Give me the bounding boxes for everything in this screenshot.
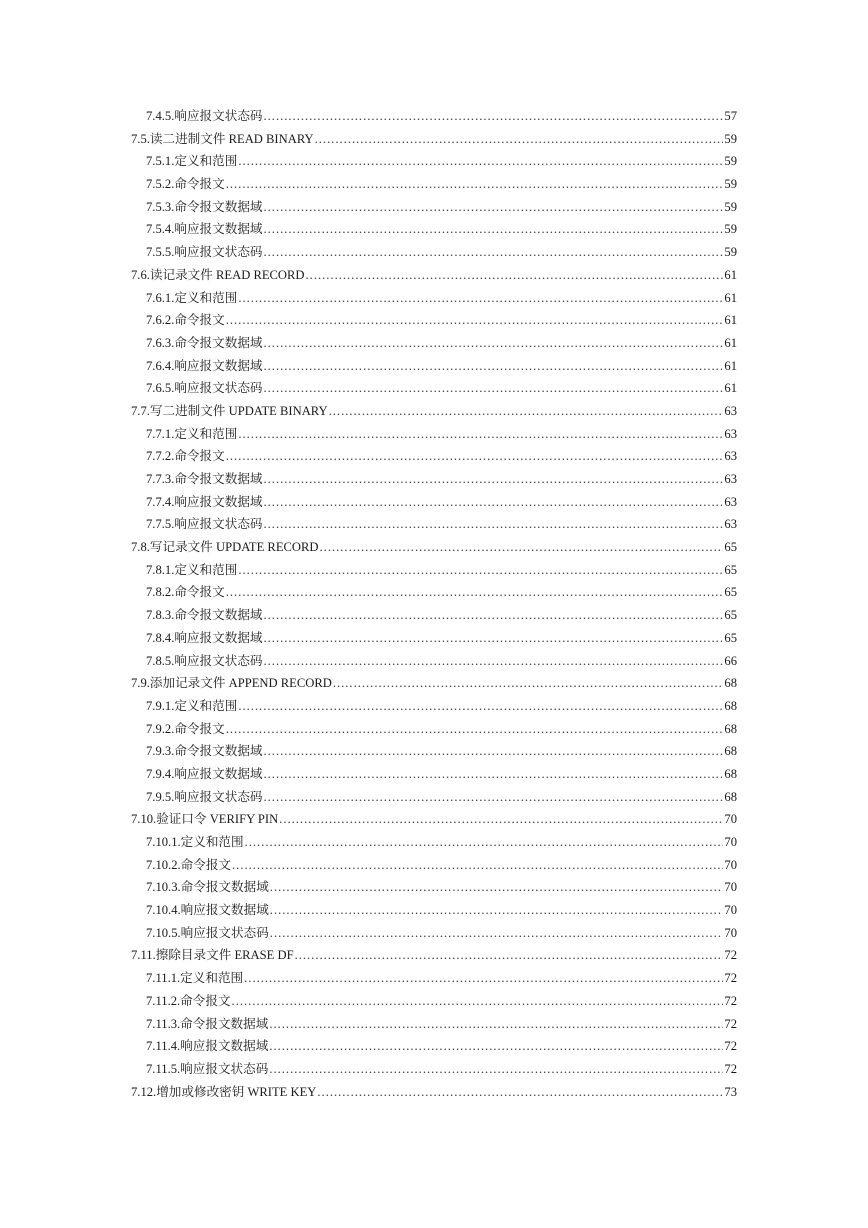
toc-dot-leader — [270, 899, 724, 922]
toc-dot-leader — [244, 967, 723, 990]
toc-dot-leader — [264, 513, 724, 536]
toc-entry-number: 7.5.3. — [146, 199, 175, 214]
toc-entry-title: 响应报文数据域 — [180, 903, 269, 918]
toc-entry-number: 7.11.5. — [146, 1061, 181, 1076]
toc-subsection-entry[interactable] — [0, 423, 737, 446]
toc-entry-number: 7.7.3. — [146, 472, 175, 486]
toc-entry-title: 响应报文状态码 — [174, 653, 263, 668]
toc-page-number: 68 — [724, 744, 737, 759]
toc-page-number: 61 — [724, 381, 737, 396]
toc-entry-title: 命令报文 — [180, 857, 232, 872]
toc-page-number: 57 — [724, 109, 737, 123]
toc-entry-number: 7.8.2. — [146, 585, 175, 600]
toc-dot-leader — [279, 808, 723, 831]
toc-subsection-entry[interactable] — [0, 173, 737, 196]
toc-entry-title: 响应报文状态码 — [174, 109, 263, 123]
toc-page-number: 65 — [724, 630, 737, 645]
toc-entry-title: 响应报文数据域 — [180, 1039, 269, 1054]
toc-subsection-entry[interactable] — [0, 763, 737, 786]
toc-entry-number: 7.7.5. — [146, 517, 175, 532]
toc-dot-leader — [264, 740, 724, 763]
toc-subsection-entry[interactable] — [0, 786, 737, 809]
toc-entry-title: 响应报文状态码 — [180, 925, 269, 940]
toc-entry-number: 7.11.2. — [146, 993, 181, 1008]
toc-subsection-entry[interactable] — [0, 876, 737, 899]
toc-entry-title: 擦除目录文件 ERASE DF — [155, 948, 294, 963]
toc-entry-title: 验证口令 VERIFY PIN — [156, 812, 279, 827]
toc-subsection-entry[interactable] — [0, 377, 737, 400]
toc-entry-title: 命令报文 — [174, 449, 225, 464]
toc-page-number: 68 — [724, 789, 737, 804]
toc-entry-title: 定义和范围 — [174, 426, 238, 441]
toc-dot-leader — [269, 1035, 723, 1058]
toc-subsection-entry[interactable] — [0, 105, 737, 128]
toc-dot-leader — [226, 581, 724, 604]
toc-section-entry[interactable] — [0, 536, 737, 559]
toc-dot-leader — [238, 287, 723, 310]
toc-page-number: 63 — [724, 426, 737, 441]
toc-entry-number: 7.10. — [131, 812, 157, 827]
toc-entry-title: 定义和范围 — [174, 290, 238, 305]
toc-entry-number: 7.11. — [131, 948, 156, 963]
toc-subsection-entry[interactable] — [0, 967, 737, 990]
toc-entry-number: 7.10.5. — [146, 925, 181, 940]
toc-entry-number: 7.11.3. — [146, 1016, 181, 1031]
toc-page-number: 73 — [724, 1084, 737, 1099]
toc-subsection-entry[interactable] — [0, 513, 737, 536]
toc-page-number: 61 — [724, 358, 737, 373]
toc-page-number: 63 — [724, 403, 737, 418]
toc-entry-title: 添加记录文件 APPEND RECORD — [149, 676, 332, 691]
toc-page-number: 59 — [724, 222, 737, 237]
toc-page-number: 72 — [724, 971, 737, 986]
toc-dot-leader — [264, 763, 724, 786]
toc-dot-leader — [232, 990, 724, 1013]
toc-entry-number: 7.10.1. — [146, 835, 181, 849]
toc-entry-title: 读二进制文件 READ BINARY — [149, 131, 314, 146]
toc-entry-title: 响应报文数据域 — [174, 766, 263, 781]
toc-page-number: 68 — [724, 676, 737, 691]
toc-entry-title: 命令报文数据域 — [174, 472, 263, 486]
toc-entry-title: 定义和范围 — [174, 154, 238, 169]
toc-entry-number: 7.5.4. — [146, 222, 175, 237]
toc-subsection-entry[interactable] — [0, 559, 737, 582]
toc-entry-number: 7.8.3. — [146, 608, 175, 623]
toc-page-number: 63 — [724, 472, 737, 486]
toc-entry-title: 命令报文数据域 — [174, 608, 263, 623]
toc-entry-number: 7.6. — [131, 267, 150, 282]
toc-entry-number: 7.5.5. — [146, 245, 175, 260]
toc-dot-leader — [245, 831, 724, 854]
toc-entry-number: 7.7.4. — [146, 494, 175, 509]
toc-dot-leader — [264, 786, 724, 809]
toc-dot-leader — [264, 355, 724, 378]
toc-subsection-entry[interactable] — [0, 695, 737, 718]
toc-entry-title: 命令报文 — [174, 721, 225, 736]
toc-dot-leader — [264, 196, 724, 219]
toc-entry-title: 响应报文状态码 — [174, 517, 263, 532]
toc-entry-number: 7.11.4. — [146, 1039, 181, 1054]
toc-page-number: 63 — [724, 517, 737, 532]
toc-entry-title: 命令报文数据域 — [174, 199, 263, 214]
toc-subsection-entry[interactable] — [0, 491, 737, 514]
toc-entry-number: 7.6.4. — [146, 358, 175, 373]
toc-entry-number: 7.7. — [131, 403, 150, 418]
toc-entry-number: 7.8.5. — [146, 653, 175, 668]
toc-dot-leader — [269, 1013, 723, 1036]
toc-page-number: 70 — [724, 880, 737, 895]
toc-entry-title: 写记录文件 UPDATE RECORD — [149, 540, 319, 555]
toc-page-number: 59 — [724, 199, 737, 214]
toc-entry-number: 7.9.2. — [146, 721, 175, 736]
toc-page-number: 72 — [724, 1061, 737, 1076]
toc-subsection-entry[interactable] — [0, 854, 737, 877]
toc-section-entry[interactable] — [0, 1081, 737, 1104]
toc-dot-leader — [333, 672, 724, 695]
toc-dot-leader — [264, 491, 724, 514]
toc-entry-number: 7.10.2. — [146, 857, 181, 872]
toc-subsection-entry[interactable] — [0, 218, 737, 241]
toc-subsection-entry[interactable] — [0, 332, 737, 355]
toc-dot-leader — [264, 627, 724, 650]
toc-dot-leader — [317, 1081, 723, 1104]
toc-dot-leader — [238, 695, 723, 718]
toc-entry-number: 7.9.5. — [146, 789, 175, 804]
toc-entry-number: 7.8.1. — [146, 562, 175, 577]
toc-dot-leader — [226, 309, 724, 332]
toc-entry-title: 定义和范围 — [174, 562, 238, 577]
toc-subsection-entry[interactable] — [0, 196, 737, 219]
toc-page-number: 61 — [724, 290, 737, 305]
toc-entry-number: 7.6.3. — [146, 335, 175, 350]
toc-page-number: 70 — [724, 812, 737, 827]
toc-section-entry[interactable] — [0, 672, 737, 695]
toc-subsection-entry[interactable] — [0, 990, 737, 1013]
toc-subsection-entry[interactable] — [0, 309, 737, 332]
toc-entry-number: 7.12. — [131, 1084, 157, 1099]
toc-entry-title: 定义和范围 — [180, 835, 244, 849]
toc-entry-number: 7.4.5. — [146, 109, 175, 123]
toc-entry-number: 7.9.3. — [146, 744, 175, 759]
toc-subsection-entry[interactable] — [0, 718, 737, 741]
toc-entry-title: 命令报文 — [180, 993, 231, 1008]
toc-entry-number: 7.9.4. — [146, 766, 175, 781]
toc-dot-leader — [270, 876, 724, 899]
toc-entry-title: 定义和范围 — [180, 971, 244, 986]
toc-entry-title: 命令报文 — [174, 177, 225, 192]
toc-page-number: 72 — [724, 948, 737, 963]
toc-page-number: 59 — [724, 131, 737, 146]
toc-entry-number: 7.11.1. — [146, 971, 181, 986]
toc-entry-title: 响应报文数据域 — [174, 222, 263, 237]
toc-page-number: 61 — [724, 313, 737, 328]
toc-subsection-entry[interactable] — [0, 899, 737, 922]
toc-entry-title: 增加或修改密钥 WRITE KEY — [156, 1084, 317, 1099]
toc-page-number: 72 — [724, 993, 737, 1008]
toc-entry-number: 7.8.4. — [146, 630, 175, 645]
toc-dot-leader — [329, 400, 724, 423]
toc-dot-leader — [232, 854, 723, 877]
toc-entry-title: 响应报文数据域 — [174, 358, 263, 373]
toc-dot-leader — [264, 468, 724, 491]
toc-dot-leader — [264, 241, 724, 264]
toc-entry-title: 响应报文状态码 — [174, 381, 263, 396]
toc-subsection-entry[interactable] — [0, 468, 737, 491]
toc-dot-leader — [226, 445, 724, 468]
toc-entry-number: 7.10.4. — [146, 903, 181, 918]
toc-dot-leader — [295, 944, 724, 967]
toc-dot-leader — [306, 264, 724, 287]
toc-dot-leader — [320, 536, 724, 559]
toc-dot-leader — [264, 604, 724, 627]
toc-page-number: 65 — [724, 585, 737, 600]
toc-subsection-entry[interactable] — [0, 581, 737, 604]
toc-entry-number: 7.7.1. — [146, 426, 175, 441]
toc-dot-leader — [226, 173, 724, 196]
toc-dot-leader — [264, 650, 724, 673]
toc-entry-number: 7.10.3. — [146, 880, 181, 895]
toc-entry-number: 7.5.1. — [146, 154, 175, 169]
toc-entry-title: 命令报文数据域 — [180, 880, 269, 895]
toc-page-number: 70 — [724, 903, 737, 918]
toc-section-entry[interactable] — [0, 128, 737, 151]
toc-page-number: 68 — [724, 698, 737, 713]
toc-entry-number: 7.9.1. — [146, 698, 175, 713]
toc-subsection-entry[interactable] — [0, 445, 737, 468]
toc-page-number: 72 — [724, 1016, 737, 1031]
toc-dot-leader — [264, 377, 724, 400]
toc-entry-title: 读记录文件 READ RECORD — [149, 267, 305, 282]
toc-entry-title: 写二进制文件 UPDATE BINARY — [149, 403, 328, 418]
toc-entry-title: 响应报文数据域 — [174, 494, 263, 509]
toc-page-number: 68 — [724, 766, 737, 781]
toc-subsection-entry[interactable] — [0, 604, 737, 627]
toc-section-entry[interactable] — [0, 808, 737, 831]
toc-page-number: 65 — [724, 562, 737, 577]
toc-subsection-entry[interactable] — [0, 922, 737, 945]
toc-entry-number: 7.8. — [131, 540, 150, 555]
toc-entry-title: 响应报文数据域 — [174, 630, 263, 645]
toc-entry-number: 7.7.2. — [146, 449, 175, 464]
toc-entry-title: 响应报文状态码 — [174, 245, 263, 260]
toc-entry-title: 命令报文数据域 — [180, 1016, 269, 1031]
toc-page-number: 59 — [724, 154, 737, 169]
toc-subsection-entry[interactable] — [0, 627, 737, 650]
toc-subsection-entry[interactable] — [0, 740, 737, 763]
toc-entry-title: 响应报文状态码 — [174, 789, 263, 804]
toc-page-number: 68 — [724, 721, 737, 736]
toc-page-number: 70 — [724, 835, 737, 849]
toc-entry-title: 响应报文状态码 — [180, 1061, 269, 1076]
toc-dot-leader — [226, 718, 724, 741]
toc-dot-leader — [238, 150, 723, 173]
toc-subsection-entry[interactable] — [0, 650, 737, 673]
toc-subsection-entry[interactable] — [0, 287, 737, 310]
toc-subsection-entry[interactable] — [0, 1013, 737, 1036]
toc-subsection-entry[interactable] — [0, 241, 737, 264]
toc-entry-title: 定义和范围 — [174, 698, 238, 713]
toc-page-number: 61 — [724, 335, 737, 350]
toc-page-number: 65 — [724, 608, 737, 623]
toc-page-number: 70 — [724, 857, 737, 872]
toc-entry-title: 命令报文数据域 — [174, 335, 263, 350]
toc-subsection-entry[interactable] — [0, 1058, 737, 1081]
toc-page-number: 59 — [724, 177, 737, 192]
toc-subsection-entry[interactable] — [0, 1035, 737, 1058]
toc-entry-number: 7.9. — [131, 676, 150, 691]
toc-page-number: 59 — [724, 245, 737, 260]
toc-page-number: 66 — [724, 653, 737, 668]
toc-dot-leader — [238, 423, 723, 446]
toc-page-number: 72 — [724, 1039, 737, 1054]
toc-subsection-entry[interactable] — [0, 355, 737, 378]
toc-entry-number: 7.6.5. — [146, 381, 175, 396]
toc-entry-number: 7.5.2. — [146, 177, 175, 192]
toc-page-number: 70 — [724, 925, 737, 940]
toc-entry-title: 命令报文 — [174, 585, 225, 600]
toc-dot-leader — [264, 218, 724, 241]
toc-entry-title: 命令报文 — [174, 313, 225, 328]
toc-entry-number: 7.6.1. — [146, 290, 175, 305]
toc-entry-number: 7.5. — [131, 131, 150, 146]
toc-subsection-entry[interactable] — [0, 831, 737, 854]
toc-page-number: 61 — [724, 267, 737, 282]
toc-page-number: 63 — [724, 494, 737, 509]
toc-entry-title: 命令报文数据域 — [174, 744, 263, 759]
toc-section-entry[interactable] — [0, 264, 737, 287]
toc-page-number: 63 — [724, 449, 737, 464]
toc-dot-leader — [270, 922, 724, 945]
toc-subsection-entry[interactable] — [0, 150, 737, 173]
toc-dot-leader — [315, 128, 724, 151]
table-of-contents — [0, 105, 868, 1103]
toc-entry-number: 7.6.2. — [146, 313, 175, 328]
toc-section-entry[interactable] — [0, 944, 737, 967]
toc-dot-leader — [264, 105, 724, 128]
toc-section-entry[interactable] — [0, 400, 737, 423]
toc-page-number: 65 — [724, 540, 737, 555]
toc-dot-leader — [264, 332, 724, 355]
toc-dot-leader — [238, 559, 723, 582]
toc-dot-leader — [269, 1058, 723, 1081]
